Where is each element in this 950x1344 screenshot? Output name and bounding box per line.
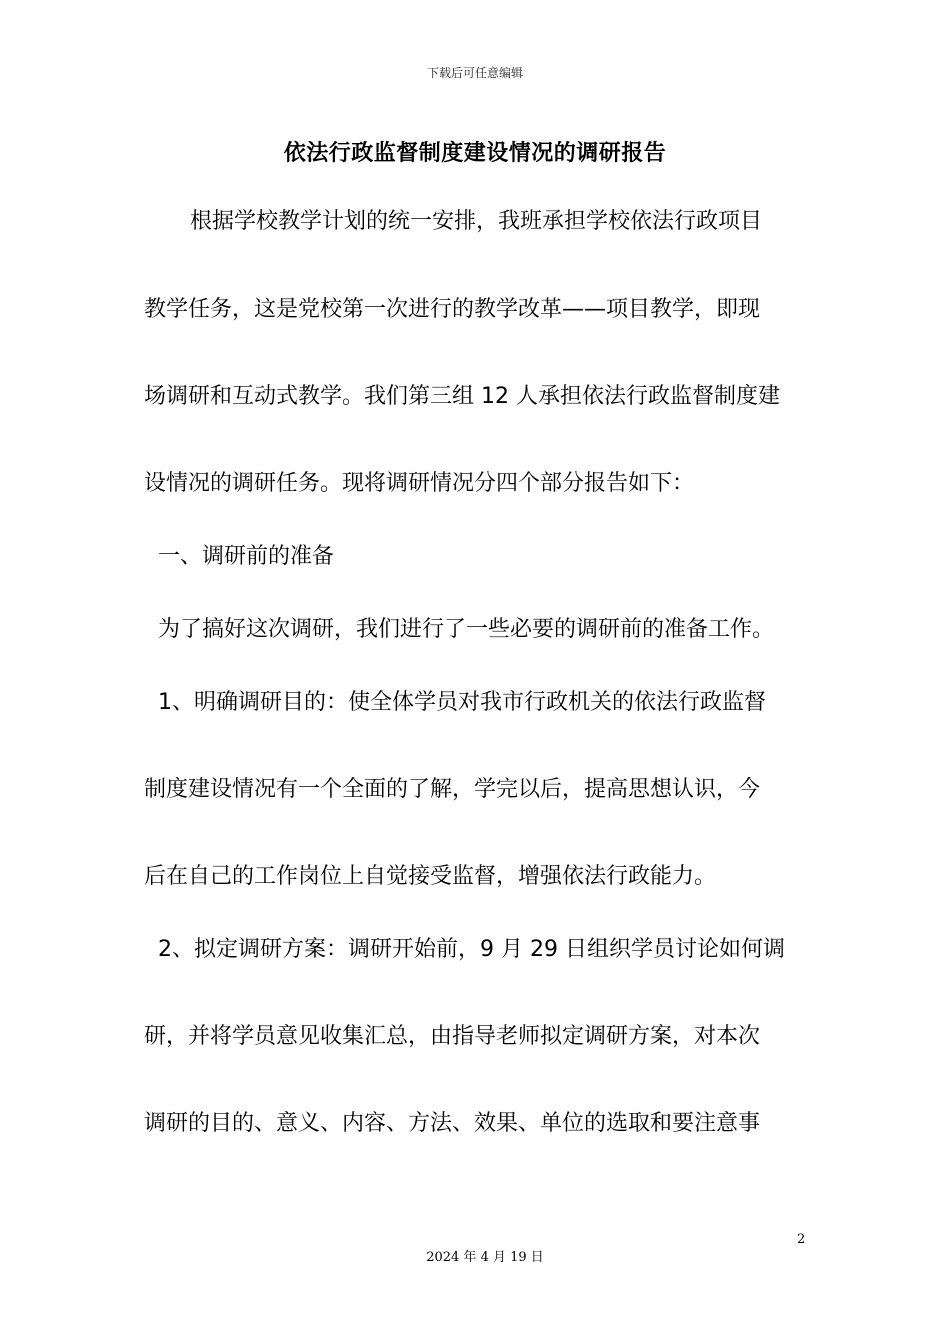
paragraph-line: 制度建设情况有一个全面的了解，学完以后，提高思想认识，今 xyxy=(144,777,761,802)
paragraph-line: 根据学校教学计划的统一安排，我班承担学校依法行政项目 xyxy=(190,209,763,234)
paragraph-line: 场调研和互动式教学。我们第三组 12 人承担依法行政监督制度建 xyxy=(144,384,780,409)
paragraph-line: 1、明确调研目的：使全体学员对我市行政机关的依法行政监督 xyxy=(158,690,766,715)
paragraph-line: 教学任务，这是党校第一次进行的教学改革——项目教学，即现 xyxy=(144,297,761,322)
paragraph-line: 调研的目的、意义、内容、方法、效果、单位的选取和要注意事 xyxy=(144,1111,761,1136)
paragraph-line: 2、拟定调研方案：调研开始前，9 月 29 日组织学员讨论如何调 xyxy=(158,937,785,962)
document-title: 依法行政监督制度建设情况的调研报告 xyxy=(283,141,667,166)
page-number: 2 xyxy=(797,1232,806,1247)
section-heading: 一、调研前的准备 xyxy=(158,544,335,569)
paragraph-line: 设情况的调研任务。现将调研情况分四个部分报告如下： xyxy=(144,471,695,496)
footer-date: 2024 年 4 月 19 日 xyxy=(426,1250,544,1265)
header-note: 下载后可任意编辑 xyxy=(426,66,523,80)
paragraph-line: 为了搞好这次调研，我们进行了一些必要的调研前的准备工作。 xyxy=(158,617,775,642)
paragraph-line: 研，并将学员意见收集汇总，由指导老师拟定调研方案，对本次 xyxy=(144,1024,761,1049)
paragraph-line: 后在自己的工作岗位上自觉接受监督，增强依法行政能力。 xyxy=(144,864,717,889)
